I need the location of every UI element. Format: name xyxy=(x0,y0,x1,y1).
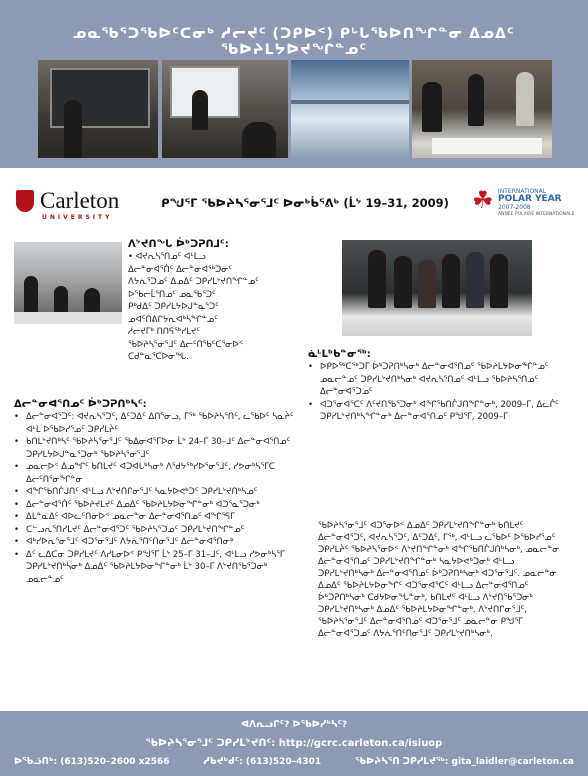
intro-line: ᐱᔭᕇᕐᑐᓄᑦ ᐃᓄᐃᑦ ᑐᑭᓯᒪᔾᔪᑎᖏᓐᓄᑦ xyxy=(128,277,259,287)
outcomes-list xyxy=(308,361,572,424)
ipy-logo xyxy=(498,188,582,218)
website-link[interactable]: http://gcrc.carleton.ca/isiuop xyxy=(278,738,443,749)
ipy-sub-text: ANNÉE POLAIRE INTERNATIONALE xyxy=(498,212,575,217)
phone-number: ᐅᖃᓘᑎᒃ: (613)520–2600 x2566 xyxy=(14,757,170,767)
group-photo xyxy=(342,240,532,336)
ipy-big-text: POLAR YEAR xyxy=(498,194,562,204)
workshop-photo xyxy=(412,60,552,158)
body-paragraph: ᖃᐅᔨᓴᕐᓂᕐᒧᑦ ᐊᑐᕐᓂᐅᑉ ᐃᓄᐃᑦ ᑐᑭᓯᒪᔾᔪᑎᖏᓐᓂᒃ ᑲᑎᒪᔪᑦ ᐃᓕᓐᓂᐊᕐᑐᑦ, ᐊᔪᕆᓴᕐᑐᑦ, ᐃᑦᑐᐃᑦ, ᒥᕐᒃ, ᐊᒻᒪᓗ ᓚᕐᑲᐅᑦ ᐅᖃᐅᓯᕐᓄᑦ ᑐᑭᓯᒪᔩᑦ ᖃᐅᔨᓴᕐᓂᐅᑉ ᐱᔾᔪᑎᖏᓐᓂᒃ ᐊᖏᖃᑎᒌᒍᑎᒃᓴᓂᒃ, ᓄᓇᓕᓐᓂ ᐃᓕᓐᓂᐊᕐᑎᓄᑦ ᑐᑭᓯᒪᔾᔪᑎᖏᓐᓂᒃ ᓴᓇᔭᐅᕙᒃᑐᓂᒃ ᐊᒻᒪᓗ ᑐᑭᓯᒪᔾᔪᑎᒃᓴᓂᒃ ᐃᓕᓐᓂᐊᕐᑎᓄᑦ ᐆᒃᑐᕈᑎᒃᓴᓂᒃ ᐊᑐᕐᓂᕐᒧᑦ. ᓄᓇᓕᓐᓂ ᐃᓄᐃᑦ ᖃᐅᔨᒪᔭᐅᓂᖏᑦ ᐊᑐᕐᓂᐊᕐᑕᑦ ᐊᒻᒪᓗ ᐃᓕᓐᓂᐊᕐᑎᓄᑦ ᐆᒃᑐᕈᑎᒃᓴᓂᒃ ᑕᑯᔭᐅᓂᖓᓐᓂᒃ, ᑲᑎᒪᔪᑦ ᐊᒻᒪᓗ ᐱᔾᔪᑎᖃᕐᑐᓂᒃ ᑐᑭᓯᒪᔾᔪᑎᒃᓴᓂᒃ ᐃᓄᐃᑦ ᖃᐅᔨᒪᔭᐅᓂᖏᓐᓂᒃ. ᐱᔾᔪᑎᒋᓂᕐᒧᑦ, ᖃᐅᔨᓴᕐᓂᕐᒧᑦ ᐃᓕᓐᓂᐊᕐᑎᓄᑦ ᐊᑐᕐᓂᕐᒧᑦ ᓄᓇᓕᓐᓂ ᑭᖑᕐᒥ ᐃᓕᓐᓂᐊᕐᑐᓄᑦ ᐱᔭᕇᕐᑎᑦᑎᓂᕐᒧᑦ ᑐᑭᓯᒪᔾᔪᑎᒃᓴᓂᒃ. xyxy=(318,521,560,639)
list-item: • ᐊᒃᓯᐅᕆᕐᓂᕐᒧᑦ ᐊᑐᕐᓂᕐᒧᑦ ᐱᔭᕇᕐᑎᑦᑎᓂᕐᒧᑦ ᐃᓕᓐᓂᐊᕐᑎᓂᒃ xyxy=(14,536,300,549)
maple-leaf-icon: ☘ xyxy=(472,186,494,214)
intro-line: ᐃᓕᓐᓂᐊᕐᑏᑦ ᐃᓕᓐᓂᐊᖅᑐᓂᑦ xyxy=(128,264,233,275)
intro-section xyxy=(128,238,338,364)
header-banner xyxy=(0,0,588,168)
fax-number: ᓱᑲᔪᒃᑯᑦ: (613)520–4301 xyxy=(203,757,322,767)
intro-line: ᖃᐅᔨᓴᕐᓂᕐᒧᑦ ᐃᓕᑦᑎᖃᑦᑕᕐᓂᐅᑉ xyxy=(128,339,244,350)
outcomes-heading: ᓈᒻᒪᒃᑲᓐᓂᖅ: xyxy=(308,349,371,360)
list-item: • ᐃᑦ ᓚᐃᑕᓂ ᑐᑭᓯᒪᔪᑦ ᐱᓯᒪᓂᐅᑉ ᑭᖑᕐᒥ ᒫᔾ 25–ᒥ 31–ᒧᑦ, ᐊᒻᒪᓗ ᓯᕗᓂᒃᓴᕐᒥ ᑐᑭᓯᒪᔾᔪᑎᒃᓴᓂᒃ ᐃᓄᐃᑦ ᖃᐅᔨᒪᔭᐅᓂᖏᓐᓂᒃ ᒫᔾ 30–ᒥ ᐱᔾᔪᑎᖃᕐᑐᓂᒃ ᓄᓇᓕᓐᓄᑦ xyxy=(14,549,300,587)
carleton-tagline: UNIVERSITY xyxy=(42,214,113,221)
carleton-crest-icon xyxy=(16,190,34,212)
logo-bar xyxy=(0,186,588,226)
outcomes-section xyxy=(308,348,572,424)
intro-line: ᓄᐊᑦᑎᕕᒋᔭᕆᐊᒃᓴᖏᓐᓄᑦ xyxy=(128,314,218,325)
list-item: • ᑲᑎᒪᔾᔪᑎᒃᓴᑦ ᖃᐅᔨᓴᕐᓂᕐᒧᑦ ᖃᐃᓂᐊᕐᒥᐅᓂ ᒫᔾ 24–ᒥ 30–ᒧᑦ ᐃᓕᓐᓂᐊᕐᑎᓄᑦ ᑐᑭᓯᒪᔭᐅᒍᓐᓇᕐᑐᓂᒃ ᖃᐅᔨᓴᕐᓂᕐᒧᑦ xyxy=(14,436,300,461)
training-heading: ᐃᓕᓐᓂᐊᕐᑎᓄᑦ ᐆᒃᑐᕈᑎᒃᓴᑦ: xyxy=(14,399,147,410)
intro-line: ᑕᑯᓐᓇᕐᑕᐅᓂᖓ. xyxy=(128,352,189,362)
intro-line: ᑭᒃᑯᐃᑦ ᑐᑭᓯᒪᔭᐅᒍᓐᓇᕐᑐᑦ xyxy=(128,302,219,312)
footer-contacts xyxy=(14,757,574,767)
list-item: • ᐅᑭᐅᖅᑕᖅᑐᒥ ᐆᒃᑐᕈᑎᒃᓴᓂᒃ ᐃᓕᓐᓂᐊᕐᑎᓄᑦ ᖃᐅᔨᒪᔭᐅᓂᖏᓐᓄᑦ ᓄᓇᓕᓐᓄᑦ ᑐᑭᓯᒪᔾᔪᑎᒃᓴᓂᒃ ᐊᔪᕆᓴᕐᑎᓄᑦ ᐊᒻᒪᓗ ᖃᐅᔨᓴᕐᑎᓄᑦ ᐃᓕᓐᓂᐊᕐᑐᓄᑦ xyxy=(308,361,572,399)
arctic-landscape-photo xyxy=(291,60,409,158)
page-title: ᓄᓇᖃᕐᑐᖃᐅᑦᑕᓂᒃ ᓱᓕᔪᑦ (ᑐᑭᐅᑉ) ᑭᒡᒐᖃᐅᑎᖏᓐᓂ ᐃᓄᐃᑦ ᖃᐅᔨᒪᔭᐅᔪᖏᓐᓄᑦ xyxy=(73,26,515,58)
intro-line: ᓱᓕᔪᒥᒃ ᑎᑎᕋᖅᓯᒪᔪᑦ xyxy=(128,327,201,337)
training-list xyxy=(14,411,300,586)
list-item: • ᓄᓇᓕᐅᑉ ᐃᓄᖏᑦ ᑲᑎᒪᔪᑦ ᐊᑐᐊᒐᒃᓴᓂᒃ ᐱᖁᔭᖅᓯᐅᕐᓂᕐᒧᑦ, ᓯᕗᓂᒃᓴᕐᒥᑕ ᐃᓕᑦᑎᕐᓂᖏᓐᓂ xyxy=(14,461,300,486)
event-title: ᑭᖑᕐᒥ ᖃᐅᔨᓴᕐᓂᕐᒧᑦ ᐅᓂᒃᑳᕐᕕᒃ (ᒫᔾ 19–31, 2009) xyxy=(161,196,449,210)
intro-line: • ᐊᔪᕆᓴᕐᑎᓄᑦ ᐊᒻᒪᓗ xyxy=(128,252,206,262)
list-item: • ᐊᖏᖃᑎᒌᒍᑎᑦ ᐊᒻᒪᓗ ᐱᔾᔪᑎᒋᓂᕐᒧᑦ ᓴᓇᔭᐅᕙᒃᑐᑦ ᑐᑭᓯᒪᔾᔪᑎᒃᓴᓄᑦ xyxy=(14,486,300,499)
footer-question: ᐊᐱᕆᓗᒋᑦ? ᐅᖃᐅᓯᒃᓴᑦ? xyxy=(240,720,348,730)
footer-website xyxy=(0,738,588,749)
email-link[interactable]: ᖃᐅᔨᓴᕐᑎ ᑐᑭᓯᒪᔪᖅ: gita_laidler@carleton.ca xyxy=(354,757,574,767)
list-item: • ᐃᓕᓐᓂᐊᕐᑐᑦ: ᐊᔪᕆᓴᕐᑐᑦ, ᐃᑦᑐᐃᑦ ᐃᑎᕐᓂᓗ, ᒥᕐᒃ ᖃᐅᔨᓴᕐᑎᑦ, ᓚᕐᑲᐅᑦ ᓴᓇᔩᑦ ᐊᒻᒪ ᐅᖃᐅᓯᕐᓄᑦ ᑐᑭᓯᒪᔩᑦ xyxy=(14,411,300,436)
list-item: • ᐃᓕᓐᓂᐊᕐᑏᑦ ᖃᐅᔨᔪᒪᔪᑦ ᐃᓄᐃᑦ ᖃᐅᔨᒪᔭᐅᓂᖏᓐᓂᒃ ᐊᑐᕐᓇᕐᑐᓂᒃ xyxy=(14,499,300,512)
list-item: • ᐃᒪᓐᓇᐃᑦ ᐊᐅᓚᑦᑎᓂᐅᑉ ᓄᓇᓕᓐᓂ ᐃᓕᓐᓂᐊᕐᑎᓄᑦ ᐊᖏᕐᕋᒥ xyxy=(14,511,300,524)
ipy-small-text: INTERNATIONAL xyxy=(498,188,547,195)
list-item: • ᑕᓪᓗᕆᕐᑎᓯᒪᔪᑦ ᐃᓕᓐᓂᐊᕐᑐᑦ ᖃᐅᔨᓴᕐᑐᓄᑦ ᑐᑭᓯᒪᔾᔪᑎᖏᓐᓄᑦ xyxy=(14,524,300,537)
intro-line: ᐅᖃᓕᒫᕐᑎᓄᑦ ᓄᓇᖃᕐᑐᑦ xyxy=(128,289,216,300)
training-section xyxy=(14,398,300,586)
presentation-photo xyxy=(162,60,288,158)
carleton-logo: Carleton xyxy=(40,188,120,213)
website-label: ᖃᐅᔨᓴᕐᓂᕐᒧᑦ ᑐᑭᓯᒪᔾᔪᑎᑦ: xyxy=(145,738,276,749)
ipy-years-text: 2007-2008 xyxy=(498,204,531,211)
intro-heading: ᐱᔾᔪᑎᖓ ᐆᒃᑐᕈᑎᒧᑦ: xyxy=(128,239,229,250)
list-item: • ᐊᑐᕐᓂᐊᕐᑕᑦ ᐱᑦᔪᑎᖃᕐᑐᓂᒃ ᐊᖏᖃᑎᒌᒍᑎᖏᓐᓂᒃ, 2009–ᒥ, ᐃᓚᒌᑦ ᑐᑭᓯᒪᔾᔪᑎᒃᓴᖏᓐᓂᒃ ᐃᓕᓐᓂᐊᕐᑎᓄᑦ ᑭᖑᕐᒥ, 2009–ᒥ xyxy=(308,399,572,424)
meeting-photo xyxy=(14,242,122,324)
classroom-photo xyxy=(38,60,158,158)
footer xyxy=(0,711,588,776)
